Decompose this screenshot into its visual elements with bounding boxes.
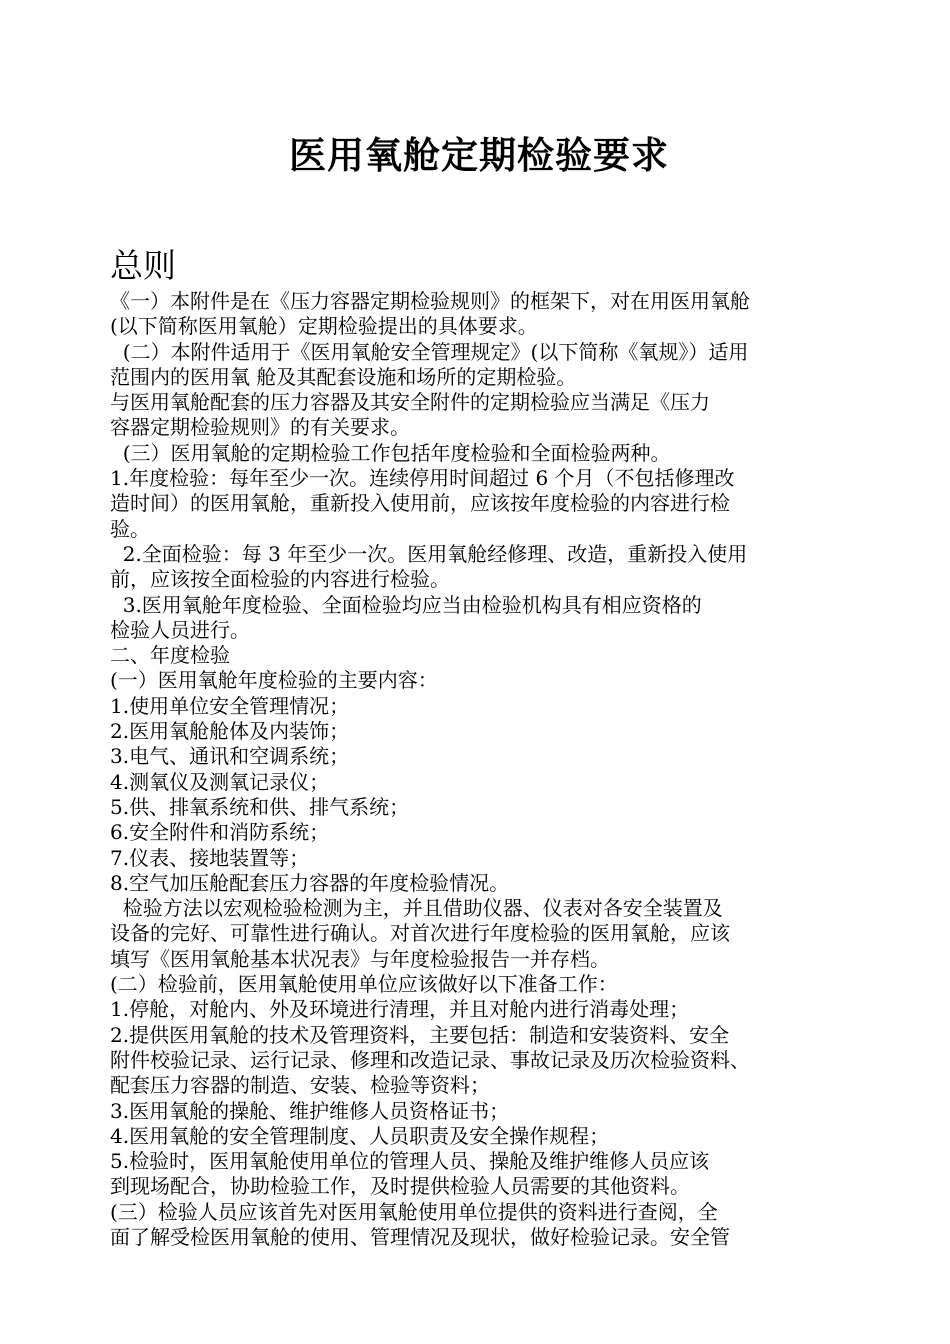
- text-line: 4.测氧仪及测氧记录仪；: [110, 769, 330, 794]
- text-line: 范围内的医用氧 舱及其配套设施和场所的定期检验。: [110, 364, 577, 389]
- text-line: 2.提供医用氧舱的技术及管理资料，主要包括：制造和安装资料、安全: [110, 1022, 730, 1047]
- text-line: 2.医用氧舱舱体及内装饰；: [110, 719, 350, 744]
- text-line: 前，应该按全面检验的内容进行检验。: [110, 567, 450, 592]
- text-line: 6.安全附件和消防系统；: [110, 820, 330, 845]
- text-line: (一）医用氧舱年度检验的主要内容：: [110, 668, 438, 693]
- text-line: 7.仪表、接地装置等；: [110, 845, 310, 870]
- text-line: 配套压力容器的制造、安装、检验等资料；: [110, 1073, 490, 1098]
- page-title: 医用氧舱定期检验要求: [289, 134, 669, 177]
- section-heading-general: 总则: [110, 246, 176, 285]
- text-line: 5.检验时，医用氧舱使用单位的管理人员、操舱及维护维修人员应该: [110, 1149, 710, 1174]
- text-line: 填写《医用氧舱基本状况表》与年度检验报告一并存档。: [110, 946, 610, 971]
- text-line: 检验方法以宏观检验检测为主，并且借助仪器、仪表对各安全装置及: [110, 896, 723, 921]
- text-line: 检验人员进行。: [110, 617, 250, 642]
- text-line: 5.供、排氧系统和供、排气系统；: [110, 794, 410, 819]
- text-line: 验。: [110, 516, 150, 541]
- text-line: 3.医用氧舱的操舱、维护维修人员资格证书；: [110, 1098, 510, 1123]
- text-line: 面了解受检医用氧舱的使用、管理情况及现状，做好检验记录。安全管: [110, 1224, 730, 1249]
- text-line: (三）检验人员应该首先对医用氧舱使用单位提供的资料进行查阅，全: [110, 1199, 718, 1224]
- text-line: 1.使用单位安全管理情况；: [110, 693, 350, 718]
- text-line: 设备的完好、可靠性进行确认。对首次进行年度检验的医用氧舱，应该: [110, 921, 730, 946]
- document-body: [110, 289, 880, 1250]
- text-line: 二、年度检验: [110, 643, 230, 668]
- text-line: (二）检验前，医用氧舱使用单位应该做好以下准备工作：: [110, 972, 618, 997]
- text-line: 1.年度检验：每年至少一次。连续停用时间超过 6 个月（不包括修理改: [110, 466, 735, 491]
- text-line: 2.全面检验：每 3 年至少一次。医用氧舱经修理、改造，重新投入使用: [110, 541, 748, 566]
- text-line: 与医用氧舱配套的压力容器及其安全附件的定期检验应当满足《压力: [110, 390, 710, 415]
- text-line: 3.电气、通讯和空调系统；: [110, 744, 350, 769]
- text-line: 容器定期检验规则》的有关要求。: [110, 415, 410, 440]
- text-line: 4.医用氧舱的安全管理制度、人员职责及安全操作规程；: [110, 1123, 610, 1148]
- text-line: (三）医用氧舱的定期检验工作包括年度检验和全面检验两种。: [110, 440, 671, 465]
- text-line: 3.医用氧舱年度检验、全面检验均应当由检验机构具有相应资格的: [110, 592, 702, 617]
- text-line: 到现场配合，协助检验工作，及时提供检验人员需要的其他资料。: [110, 1174, 690, 1199]
- text-line: 附件校验记录、运行记录、修理和改造记录、事故记录及历次检验资料、: [110, 1047, 750, 1072]
- text-line: 造时间）的医用氧舱，重新投入使用前，应该按年度检验的内容进行检: [110, 491, 730, 516]
- text-line: (二）本附件适用于《医用氧舱安全管理规定》(以下简称《氧规》）适用: [110, 339, 749, 364]
- text-line: (以下简称医用氧舱）定期检验提出的具体要求。: [110, 314, 538, 339]
- text-line: 8.空气加压舱配套压力容器的年度检验情况。: [110, 870, 510, 895]
- text-line: 《一）本附件是在《压力容器定期检验规则》的框架下，对在用医用氧舱: [110, 289, 750, 313]
- text-line: 1.停舱，对舱内、外及环境进行清理，并且对舱内进行消毒处理；: [110, 997, 690, 1022]
